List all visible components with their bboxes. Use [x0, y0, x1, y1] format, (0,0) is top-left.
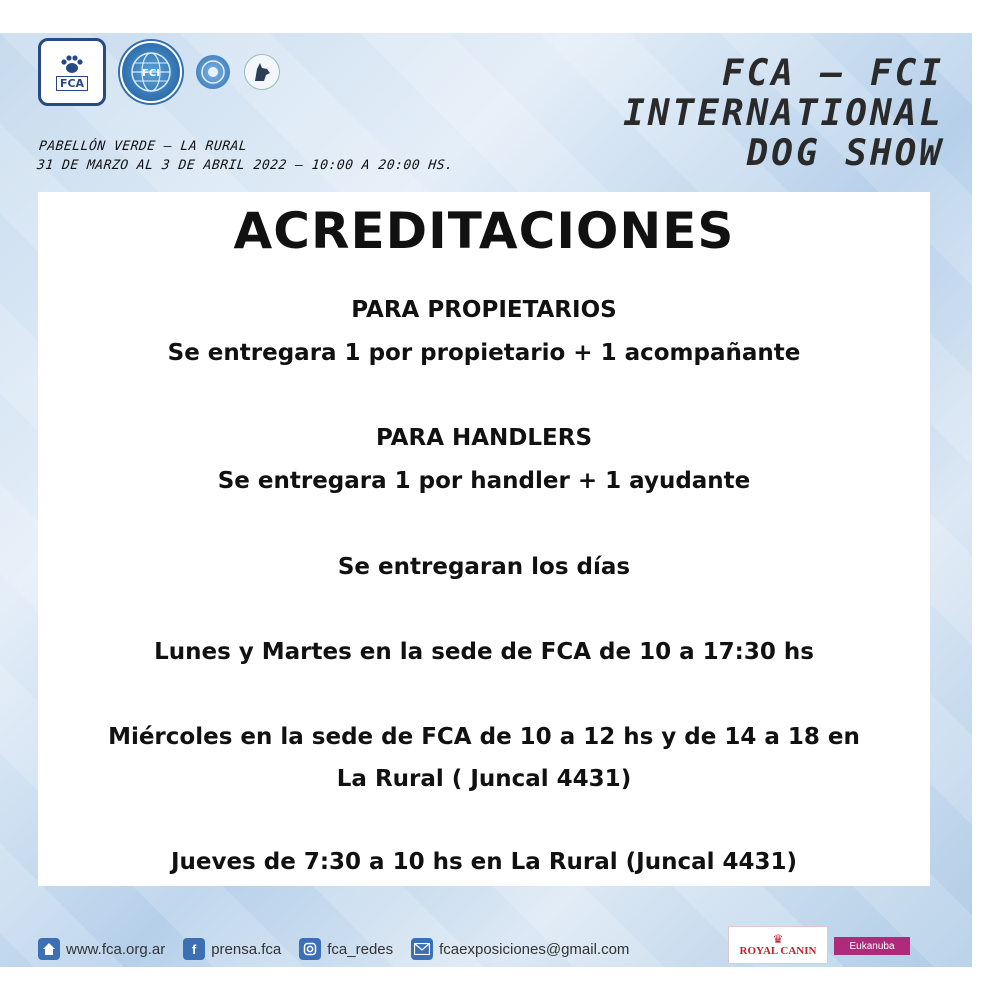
fca-logo-text: FCA	[56, 76, 88, 91]
website-link[interactable]: www.fca.org.ar	[66, 940, 166, 958]
owners-title: PARA PROPIETARIOS	[351, 297, 617, 323]
venue-info	[36, 137, 456, 175]
instagram-icon	[299, 938, 321, 960]
show-title-line1: FCA – FCI	[721, 53, 944, 94]
home-icon	[38, 938, 60, 960]
schedule-wednesday-line2: La Rural ( Juncal 4431)	[336, 766, 632, 792]
owners-text: Se entregara 1 por propietario + 1 acompañante	[167, 340, 801, 366]
venue-dates: 31 DE MARZO AL 3 DE ABRIL 2022 – 10:00 A 20:00 HS.	[36, 158, 455, 173]
fci-logo	[120, 41, 182, 103]
globe-icon	[129, 50, 173, 94]
show-title-line3: DOG SHOW	[746, 133, 944, 174]
schedule-thursday: Jueves de 7:30 a 10 hs en La Rural (Juncal 4431)	[170, 849, 798, 875]
schedule-monday-tuesday: Lunes y Martes en la sede de FCA de 10 a 17:30 hs	[154, 639, 814, 665]
royal-canin-text: ROYAL CANIN	[739, 945, 817, 957]
footer-facebook[interactable]	[183, 938, 281, 960]
page-title: ACREDITACIONES	[233, 202, 735, 260]
handlers-title: PARA HANDLERS	[375, 425, 593, 451]
fca-logo	[38, 38, 106, 106]
email-link[interactable]: fcaexposiciones@gmail.com	[439, 940, 630, 958]
footer-instagram[interactable]	[299, 938, 393, 960]
show-title	[623, 54, 944, 174]
crown-icon: ♛	[772, 932, 784, 946]
seal-icon	[200, 59, 226, 85]
venue-line: PABELLÓN VERDE – LA RURAL	[38, 139, 248, 154]
dog-head-logo	[244, 54, 280, 90]
mail-icon	[411, 938, 433, 960]
show-title-line2: INTERNATIONAL	[623, 93, 944, 134]
footer-website[interactable]	[38, 938, 165, 960]
footer-contacts	[38, 938, 639, 960]
logo-row	[38, 38, 280, 106]
handlers-text: Se entregara 1 por handler + 1 ayudante	[217, 468, 751, 494]
paw-icon	[60, 54, 84, 74]
content-card	[38, 192, 930, 886]
fci-logo-text: FCI	[142, 68, 160, 79]
royal-canin-logo	[728, 926, 828, 964]
instagram-link[interactable]: fca_redes	[327, 940, 394, 958]
schedule-wednesday-line1: Miércoles en la sede de FCA de 10 a 12 hs y de 14 a 18 en	[108, 724, 860, 750]
facebook-link[interactable]: prensa.fca	[211, 940, 282, 958]
eukanuba-logo: Eukanuba	[834, 937, 910, 955]
days-intro: Se entregaran los días	[337, 554, 631, 580]
footer-email[interactable]	[411, 938, 629, 960]
facebook-icon: f	[183, 938, 205, 960]
dog-head-icon	[249, 59, 275, 85]
federation-seal-icon	[196, 55, 230, 89]
